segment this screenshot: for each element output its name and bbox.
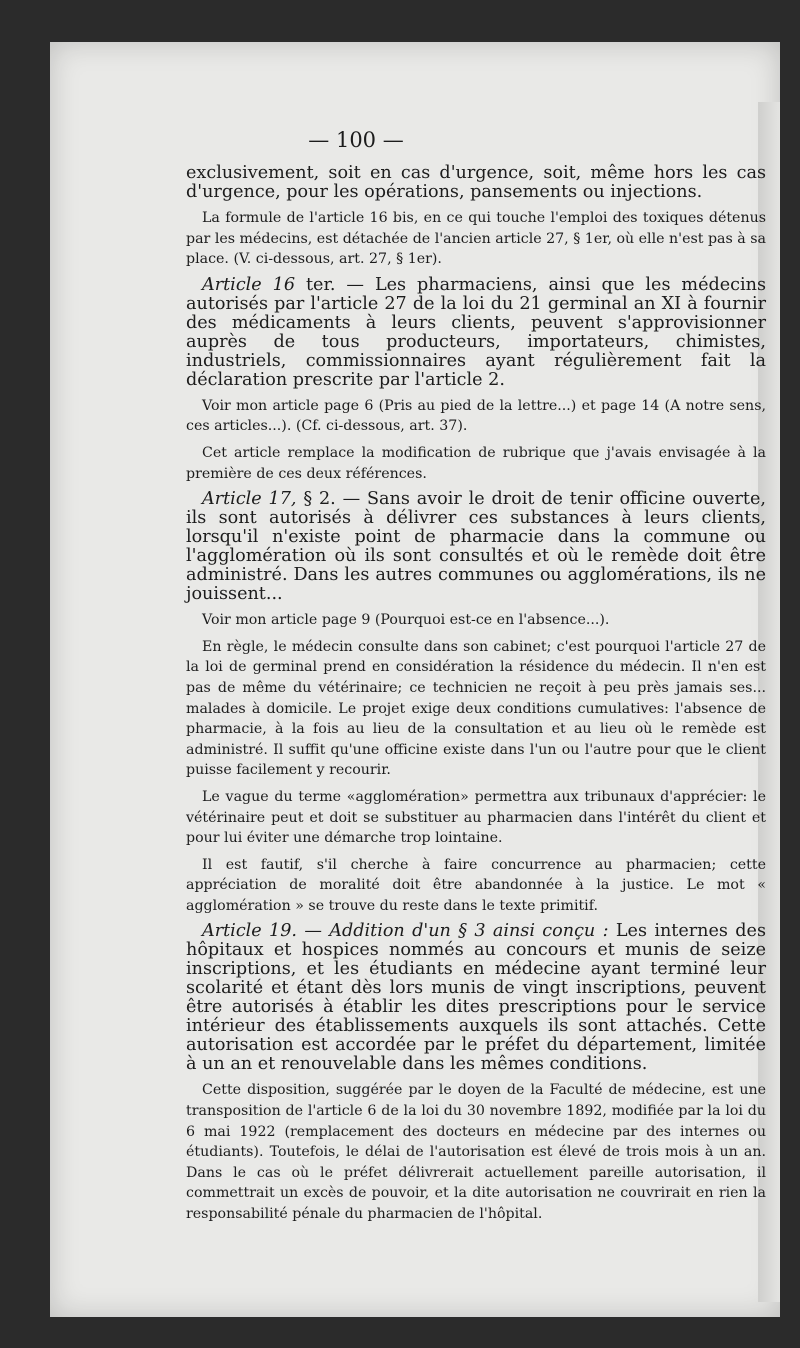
paragraph-6 bbox=[186, 490, 766, 604]
article-reference: Article 19. — Addition d'un § 3 ainsi conçu : bbox=[202, 921, 609, 942]
page-body bbox=[186, 164, 766, 1231]
paragraph-7: Voir mon article page 9 (Pourquoi est-ce en l'absence...). bbox=[202, 612, 610, 629]
paragraph-1: exclusivement, soit en cas d'urgence, soit, même hors les cas d'urgence, pour les opérations, pansements ou injections. bbox=[186, 163, 766, 202]
page-number: — 100 — bbox=[308, 128, 404, 152]
paragraph-5: Cet article remplace la modification de rubrique que j'avais envisagée à la première de ces deux références. bbox=[186, 444, 766, 482]
article-text: Les internes des hôpitaux et hospices nommés au concours et munis de seize inscriptions, et les étudiants en médecine ayant terminé leur scolarité et étant dès lors munis de vingt inscriptions, peuvent être autorisés à établir les dites prescriptions pour le service intérieur des établissements auxquels ils sont attachés. Cette autorisation est accordée par le préfet du département, limitée à un an et renouvelable dans les mêmes conditions. bbox=[186, 921, 766, 1075]
article-text: § 2. — Sans avoir le droit de tenir officine ouverte, ils sont autorisés à délivrer ces substances à leurs clients, lorsqu'il n'existe point de pharmacie dans la commune ou l'agglomération où ils sont consultés et où le remède doit être administré. Dans les autres communes ou agglomérations, ils ne jouissent... bbox=[186, 489, 766, 605]
paragraph-2: La formule de l'article 16 bis, en ce qui touche l'emploi des toxiques détenus par les médecins, est détachée de l'ancien article 27, § 1er, où elle n'est pas à sa place. (V. ci-dessous, art. 27, § 1er). bbox=[186, 210, 767, 268]
paragraph-3 bbox=[186, 276, 766, 390]
paragraph-8: En règle, le médecin consulte dans son cabinet; c'est pourquoi l'article 27 de la loi de germinal prend en considération la résidence du médecin. Il n'en est pas de même du vétérinaire; ce technicien ne reçoit à peu près jamais ses... malades à domicile. Le projet exige deux conditions cumulatives: l'absence de pharmacie, à la fois au lieu de la consultation et au lieu où le remède est administré. Il suffit qu'une officine existe dans l'un ou l'autre pour que le client puisse facilement y recourir. bbox=[186, 638, 766, 779]
paragraph-10: Il est fautif, s'il cherche à faire concurrence au pharmacien; cette appréciation de moralité doit être abandonnée à la justice. Le mot « agglomération » se trouve du reste dans le texte primitif. bbox=[186, 856, 766, 914]
paragraph-11 bbox=[186, 922, 766, 1074]
paragraph-4: Voir mon article page 6 (Pris au pied de la lettre...) et page 14 (A notre sens, ces articles...). (Cf. ci-dessous, art. 37). bbox=[186, 397, 766, 435]
paragraph-12: Cette disposition, suggérée par le doyen de la Faculté de médecine, est une transposition de l'article 6 de la loi du 30 novembre 1892, modifiée par la loi du 6 mai 1922 (remplacement des docteurs en médecine par des internes ou étudiants). Toutefois, le délai de l'autorisation est élevé de trois mois à un an. Dans le cas où le préfet délivrerait actuellement pareille autorisation, il commettrait un excès de pouvoir, et la dite autorisation ne couvrirait en rien la responsabilité pénale du pharmacien de l'hôpital. bbox=[186, 1082, 766, 1223]
article-reference: Article 16 bbox=[202, 274, 296, 295]
paragraph-9: Le vague du terme «agglomération» permettra aux tribunaux d'apprécier: le vétérinaire peut et doit se substituer au pharmacien dans l'intérêt du client et pour lui éviter une démarche trop lointaine. bbox=[186, 788, 766, 847]
article-reference: Article 17, bbox=[202, 489, 297, 510]
article-text: ter. — Les pharmaciens, ainsi que les médecins autorisés par l'article 27 de la loi du 21 germinal an XI à fournir des médicaments à leurs clients, peuvent s'approvisionner auprès de tous producteurs, importateurs, chimistes, industriels, commissionnaires ayant régulièrement fait la déclaration prescrite par l'article 2. bbox=[186, 274, 767, 390]
